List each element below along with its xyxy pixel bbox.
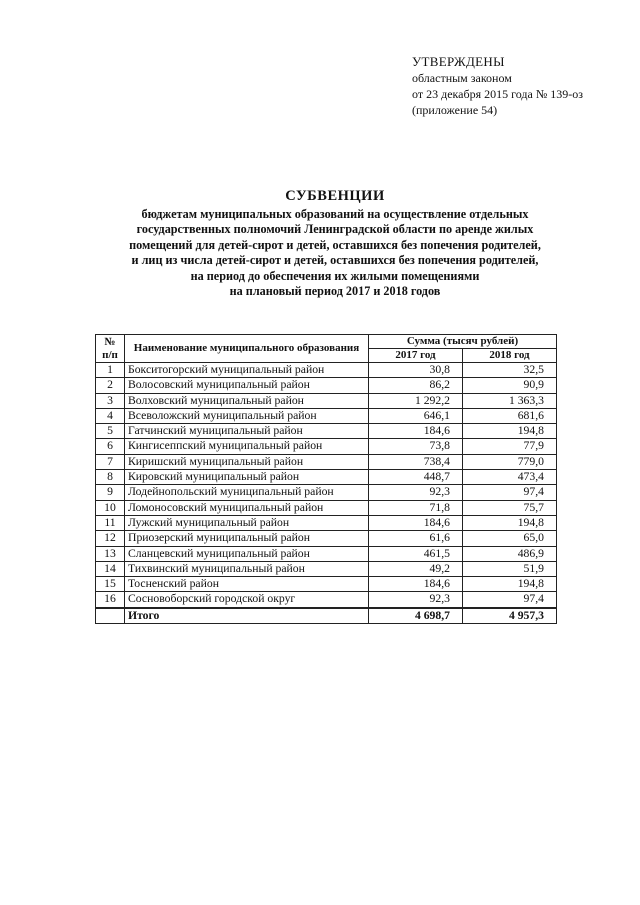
table-row xyxy=(96,500,557,515)
document-title xyxy=(40,188,630,299)
row-number: 9 xyxy=(96,485,125,500)
total-number-cell xyxy=(96,608,125,624)
table-row xyxy=(96,393,557,408)
row-value-2018: 1 363,3 xyxy=(463,393,557,408)
row-number: 13 xyxy=(96,546,125,561)
row-value-2018: 65,0 xyxy=(463,531,557,546)
table-row xyxy=(96,454,557,469)
row-name: Лодейнопольский муниципальный район xyxy=(125,485,369,500)
table-row xyxy=(96,531,557,546)
header-year-2018: 2018 год xyxy=(463,349,557,363)
table-row xyxy=(96,515,557,530)
row-number: 2 xyxy=(96,378,125,393)
approval-line: (приложение 54) xyxy=(412,103,498,117)
row-value-2018: 473,4 xyxy=(463,470,557,485)
row-value-2017: 61,6 xyxy=(369,531,463,546)
total-value-2018: 4 957,3 xyxy=(463,608,557,624)
row-name: Киришский муниципальный район xyxy=(125,454,369,469)
row-name: Волосовский муниципальный район xyxy=(125,378,369,393)
row-name: Волховский муниципальный район xyxy=(125,393,369,408)
row-number: 16 xyxy=(96,592,125,608)
table-row xyxy=(96,577,557,592)
title-line: на плановый период 2017 и 2018 годов xyxy=(229,284,441,299)
table-row xyxy=(96,408,557,423)
row-value-2017: 71,8 xyxy=(369,500,463,515)
row-value-2017: 73,8 xyxy=(369,439,463,454)
row-name: Тосненский район xyxy=(125,577,369,592)
row-value-2017: 92,3 xyxy=(369,592,463,608)
title-line: и лиц из числа детей-сирот и детей, оставшихся без попечения родителей, xyxy=(131,253,539,268)
table-row xyxy=(96,485,557,500)
row-number: 5 xyxy=(96,424,125,439)
row-value-2018: 779,0 xyxy=(463,454,557,469)
approval-line: от 23 декабря 2015 года № 139-оз xyxy=(412,87,584,101)
header-name: Наименование муниципального образования xyxy=(125,335,369,363)
row-number: 10 xyxy=(96,500,125,515)
table-body xyxy=(96,363,557,624)
row-value-2018: 97,4 xyxy=(463,485,557,500)
row-name: Сланцевский муниципальный район xyxy=(125,546,369,561)
table-row xyxy=(96,424,557,439)
row-value-2018: 75,7 xyxy=(463,500,557,515)
table-row xyxy=(96,363,557,378)
row-value-2018: 486,9 xyxy=(463,546,557,561)
row-number: 8 xyxy=(96,470,125,485)
row-value-2017: 30,8 xyxy=(369,363,463,378)
row-name: Гатчинский муниципальный район xyxy=(125,424,369,439)
title-line: бюджетам муниципальных образований на осуществление отдельных xyxy=(141,207,529,221)
row-value-2017: 92,3 xyxy=(369,485,463,500)
row-name: Сосновоборский городской округ xyxy=(125,592,369,608)
row-value-2017: 49,2 xyxy=(369,561,463,576)
row-number: 1 xyxy=(96,363,125,378)
row-value-2017: 184,6 xyxy=(369,577,463,592)
row-value-2017: 738,4 xyxy=(369,454,463,469)
row-number: 14 xyxy=(96,561,125,576)
row-name: Кингисеппский муниципальный район xyxy=(125,439,369,454)
row-value-2018: 90,9 xyxy=(463,378,557,393)
row-number: 15 xyxy=(96,577,125,592)
row-number: 11 xyxy=(96,515,125,530)
row-value-2017: 461,5 xyxy=(369,546,463,561)
row-value-2017: 646,1 xyxy=(369,408,463,423)
row-number: 4 xyxy=(96,408,125,423)
row-name: Бокситогорский муниципальный район xyxy=(125,363,369,378)
approval-line: областным законом xyxy=(412,71,512,85)
approval-heading: УТВЕРЖДЕНЫ xyxy=(412,54,505,69)
title-line: на период до обеспечения их жилыми помещениями xyxy=(190,268,480,283)
row-value-2017: 184,6 xyxy=(369,515,463,530)
row-name: Приозерский муниципальный район xyxy=(125,531,369,546)
total-row xyxy=(96,608,557,624)
row-value-2018: 77,9 xyxy=(463,439,557,454)
row-value-2018: 194,8 xyxy=(463,424,557,439)
subventions-table xyxy=(95,334,557,624)
row-number: 3 xyxy=(96,393,125,408)
row-number: 12 xyxy=(96,531,125,546)
table-row xyxy=(96,439,557,454)
header-number: № п/п xyxy=(96,335,125,363)
table-row xyxy=(96,592,557,608)
row-value-2018: 681,6 xyxy=(463,408,557,423)
row-value-2017: 448,7 xyxy=(369,470,463,485)
table-row xyxy=(96,470,557,485)
total-value-2017: 4 698,7 xyxy=(369,608,463,624)
row-value-2017: 86,2 xyxy=(369,378,463,393)
row-value-2018: 51,9 xyxy=(463,561,557,576)
title-main: СУБВЕНЦИИ xyxy=(285,188,385,204)
row-value-2017: 184,6 xyxy=(369,424,463,439)
row-name: Ломоносовский муниципальный район xyxy=(125,500,369,515)
row-value-2018: 194,8 xyxy=(463,577,557,592)
row-name: Всеволожский муниципальный район xyxy=(125,408,369,423)
table-row xyxy=(96,378,557,393)
row-value-2017: 1 292,2 xyxy=(369,393,463,408)
total-label: Итого xyxy=(125,608,369,624)
row-name: Лужский муниципальный район xyxy=(125,515,369,530)
header-year-2017: 2017 год xyxy=(369,349,463,363)
row-number: 7 xyxy=(96,454,125,469)
row-value-2018: 32,5 xyxy=(463,363,557,378)
table-row xyxy=(96,561,557,576)
title-line: помещений для детей-сирот и детей, оставшихся без попечения родителей, xyxy=(129,237,541,252)
row-name: Кировский муниципальный район xyxy=(125,470,369,485)
row-number: 6 xyxy=(96,439,125,454)
row-value-2018: 194,8 xyxy=(463,515,557,530)
approval-stamp xyxy=(412,54,632,118)
row-name: Тихвинский муниципальный район xyxy=(125,561,369,576)
header-sum: Сумма (тысяч рублей) xyxy=(369,335,557,349)
title-line: государственных полномочий Ленинградской области по аренде жилых xyxy=(136,222,534,237)
table-row xyxy=(96,546,557,561)
row-value-2018: 97,4 xyxy=(463,592,557,608)
